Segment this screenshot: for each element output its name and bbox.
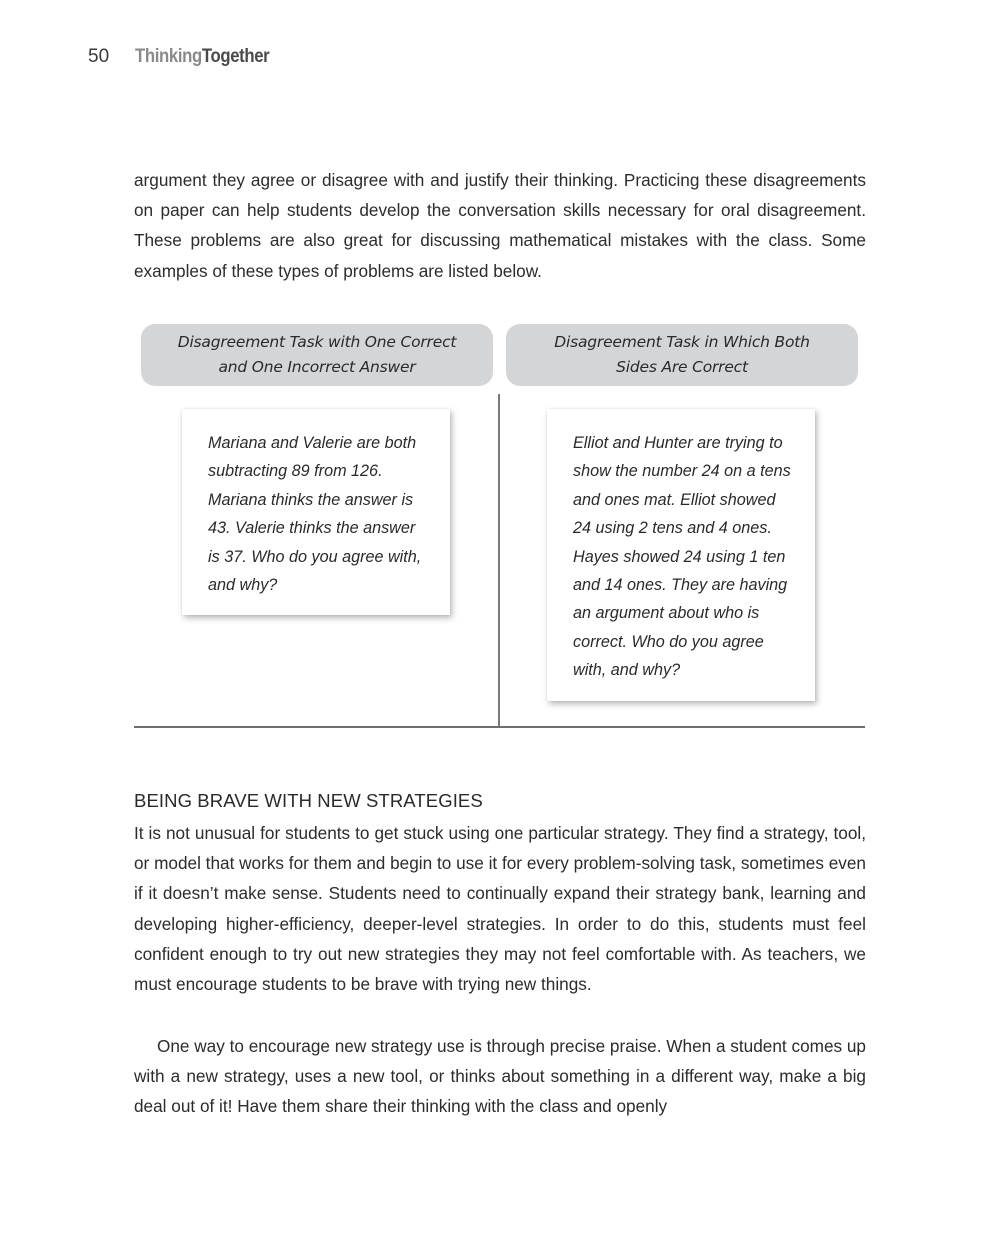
task-card-both-correct [547, 409, 815, 701]
section-paragraph-1: It is not unusual for students to get stuck using one particular strategy. They find a strategy, tool, or model that works for them and begin to use it for every problem-solving task, sometimes even if it doesn’t make sense. Students need to continually expand their strategy bank, learning and developing higher-efficiency, deeper-level strategies. In order to do this, students must feel confident enough to try out new strategies they may not feel comfortable with. As teachers, we must encourage students to be brave with trying new things. [134, 823, 866, 995]
page-number: 50 [88, 46, 110, 67]
task-card-one-correct [182, 409, 450, 615]
section-heading: BEING BRAVE WITH NEW STRATEGIES [134, 790, 483, 811]
running-head [88, 46, 288, 74]
column-header-both-correct [506, 324, 858, 386]
figure-bottom-rule [134, 726, 865, 728]
intro-paragraph: argument they agree or disagree with and justify their thinking. Practicing these disagreements on paper can help students develop the conversation skills necessary for oral disagreement. These problems are also great for discussing mathematical mistakes with the class. Some examples of these types of problems are listed below. [134, 170, 866, 281]
column-divider [498, 394, 500, 728]
section-paragraph-2: One way to encourage new strategy use is through precise praise. When a student comes up with a new strategy, uses a new tool, or thinks about something in a different way, make a big deal out of it! Have them share their thinking with the class and openly [134, 1036, 866, 1117]
task-text: Mariana and Valerie are both subtracting 89 from 126. Mariana thinks the answer is 43. Valerie thinks the answer is 37. Who do you agree with, and why? [208, 434, 422, 595]
book-title [135, 46, 269, 68]
task-text: Elliot and Hunter are trying to show the number 24 on a tens and ones mat. Elliot showed 24 using 2 tens and 4 ones. Hayes showed 24 using 1 ten and 14 ones. They are having an argument about who is correct. Who do you agree with, and why? [573, 434, 791, 680]
book-title-together: Together [201, 46, 270, 67]
column-header-label: Disagreement Task with One Correct and One Incorrect Answer [177, 333, 457, 376]
column-header-label: Disagreement Task in Which Both Sides Are Correct [554, 333, 810, 376]
book-title-thinking: Thinking [135, 46, 202, 67]
column-header-one-correct [141, 324, 493, 386]
